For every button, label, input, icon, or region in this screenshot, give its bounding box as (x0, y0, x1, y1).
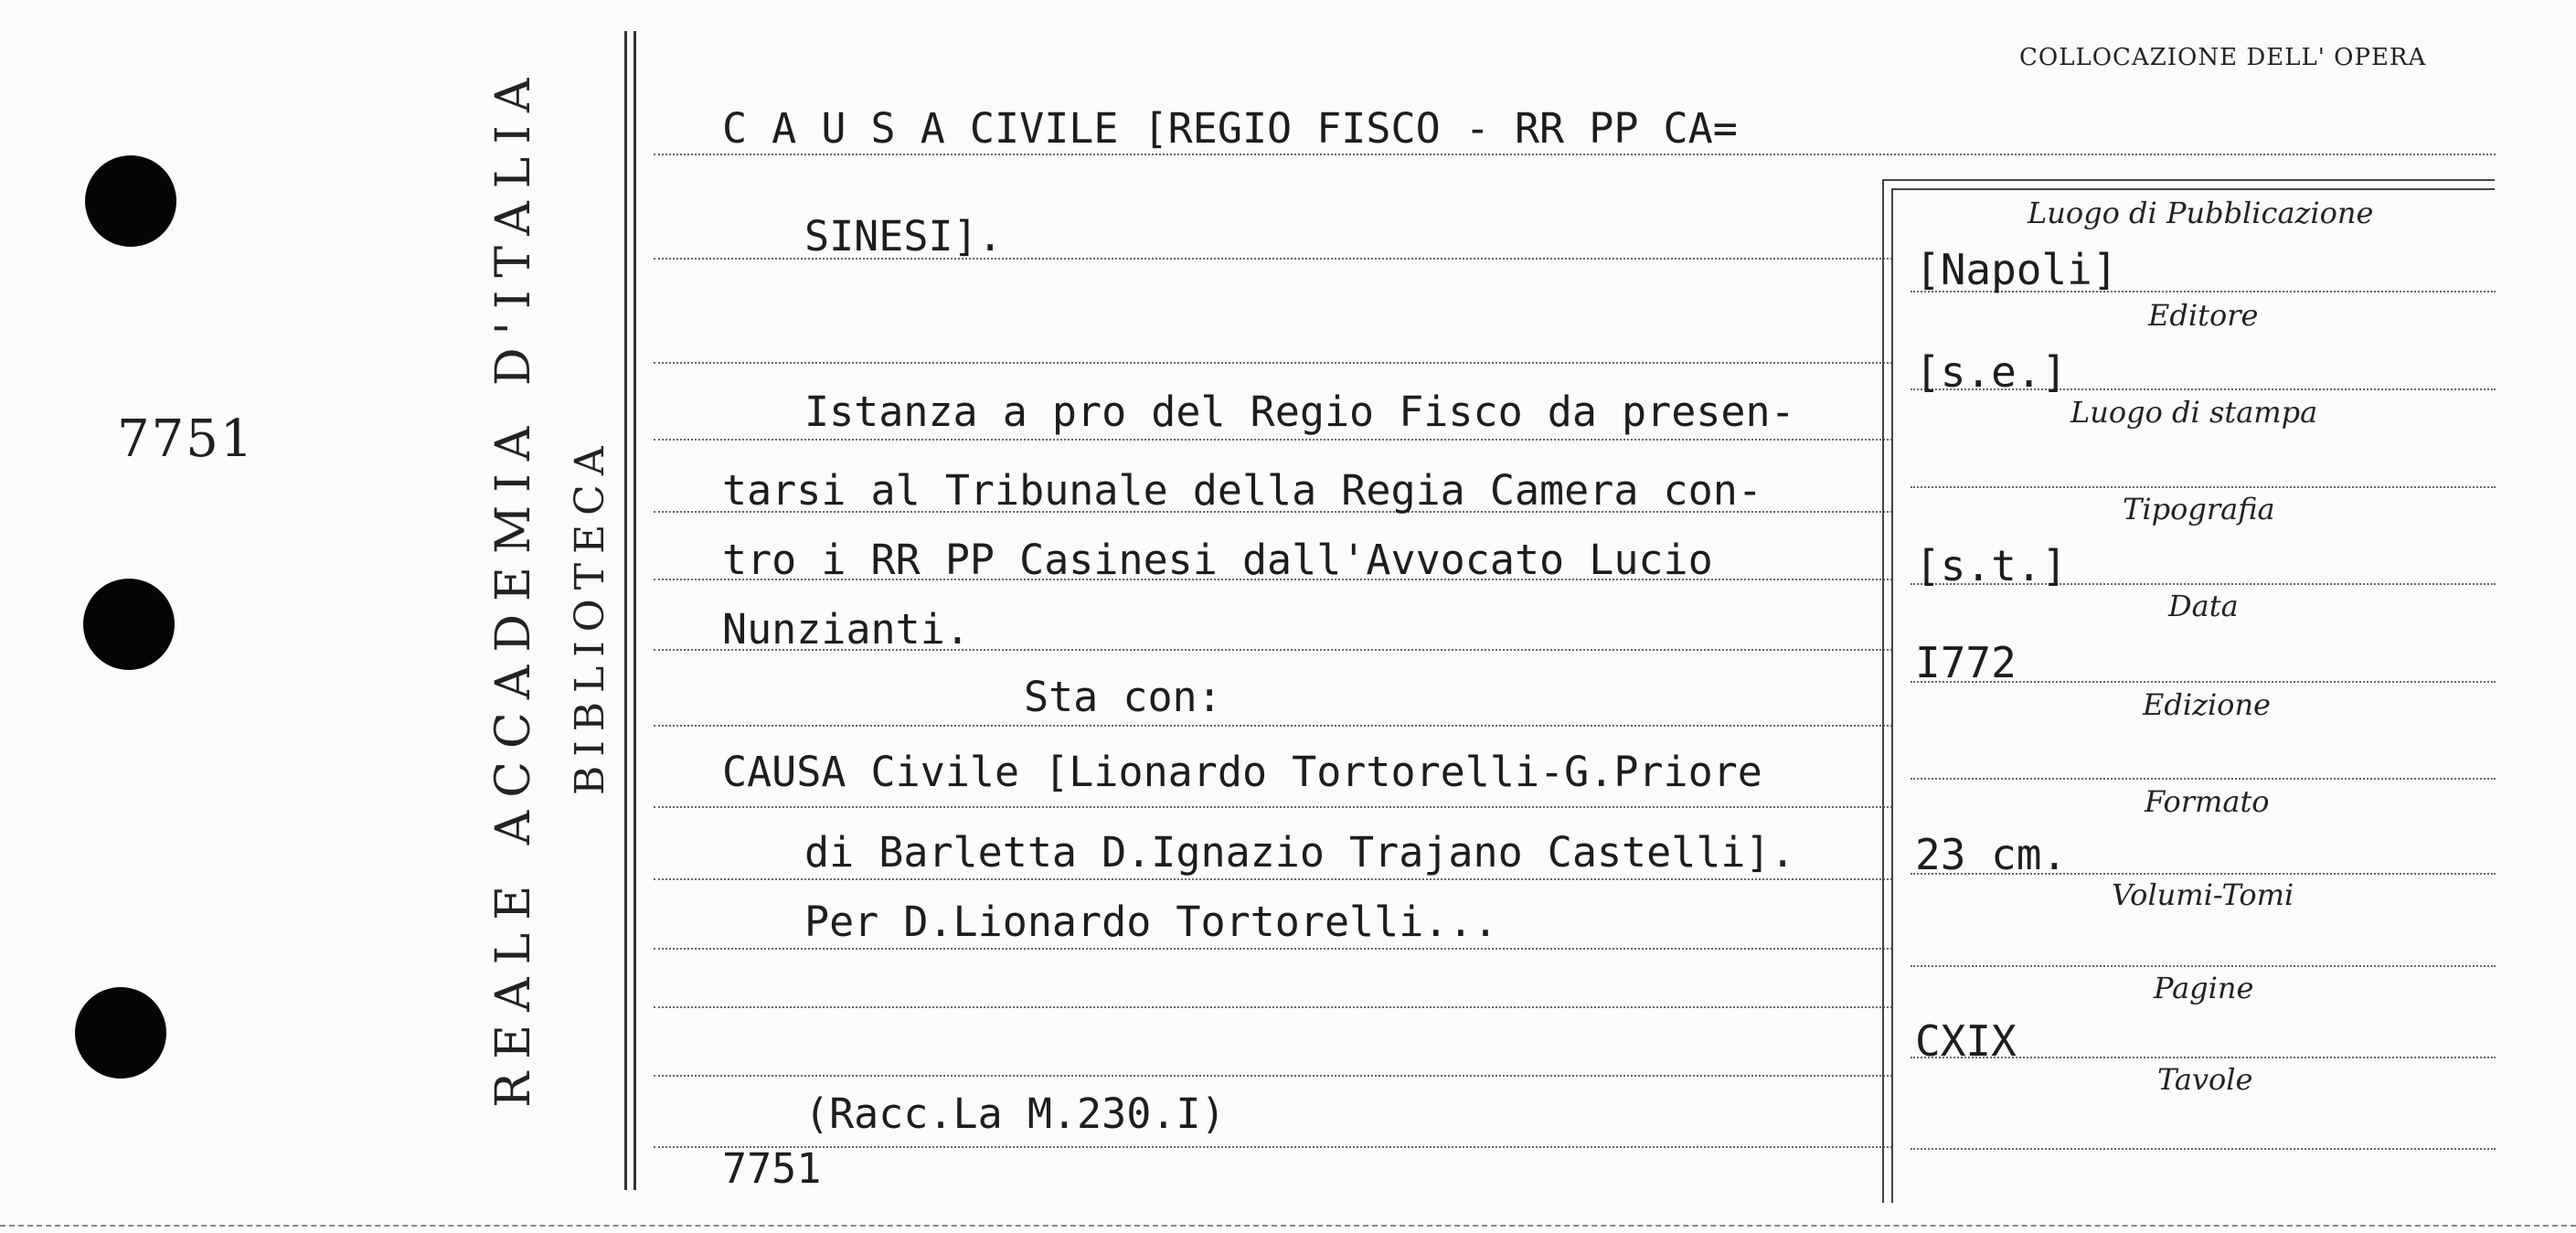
rule-line (654, 878, 1892, 880)
label-formato: Formato (2145, 784, 2270, 819)
entry-line-11: (Racc.La M.230.I) (804, 1090, 1226, 1138)
label-luogo-stampa: Luogo di stampa (2070, 395, 2318, 430)
fields-box-border (1891, 188, 1893, 1203)
header-rule-right (633, 31, 636, 1190)
rule-line (654, 1075, 1892, 1077)
fields-box-border (1882, 179, 1884, 1203)
collocazione-label: COLLOCAZIONE DELL' OPERA (2019, 44, 2427, 71)
field-rule (1911, 965, 2496, 967)
label-tipografia: Tipografia (2123, 492, 2275, 526)
entry-line-6: Nunzianti. (722, 605, 970, 654)
entry-line-7: Sta con: (1024, 673, 1222, 721)
value-data: I772 (1915, 638, 2017, 687)
label-pagine: Pagine (2154, 971, 2254, 1005)
label-data: Data (2168, 589, 2239, 623)
entry-line-8: CAUSA Civile [Lionardo Tortorelli-G.Priore (722, 748, 1762, 796)
entry-line-12: 7751 (722, 1144, 822, 1193)
punch-hole-bottom (75, 987, 166, 1079)
library-header: BIBLIOTECA (567, 437, 613, 795)
institution-header: REALE ACCADEMIA D'ITALIA (486, 65, 541, 1108)
label-luogo-pubblicazione: Luogo di Pubblicazione (2028, 196, 2374, 230)
entry-line-3: Istanza a pro del Regio Fisco da presen- (804, 388, 1795, 436)
rule-line (654, 948, 1892, 950)
entry-line-1: C A U S A CIVILE [REGIO FISCO - RR PP CA= (722, 104, 1738, 153)
entry-line-2: SINESI]. (804, 212, 1003, 260)
label-volumi-tomi: Volumi-Tomi (2112, 877, 2294, 912)
punch-hole-middle (83, 579, 175, 670)
label-editore: Editore (2148, 298, 2259, 333)
label-edizione: Edizione (2143, 687, 2271, 722)
value-luogo-pubblicazione: [Napoli] (1915, 245, 2118, 294)
rule-line (654, 1146, 1892, 1148)
field-rule (1911, 486, 2496, 488)
header-rule-left (624, 31, 627, 1190)
rule-line (654, 154, 2496, 155)
field-rule (1911, 1148, 2496, 1150)
label-tavole: Tavole (2157, 1062, 2253, 1097)
value-pagine: CXIX (1915, 1016, 2017, 1066)
rule-line (654, 439, 1892, 441)
entry-line-4: tarsi al Tribunale della Regia Camera con- (722, 466, 1762, 515)
entry-line-9: di Barletta D.Ignazio Trajano Castelli]. (804, 828, 1795, 877)
entry-line-10: Per D.Lionardo Tortorelli... (804, 898, 1498, 946)
left-margin-number: 7751 (117, 409, 255, 469)
value-formato: 23 cm. (1915, 830, 2068, 879)
punch-hole-top (85, 155, 176, 247)
field-rule (1911, 778, 2496, 780)
rule-line (654, 725, 1892, 727)
card-bottom-edge (0, 1225, 2576, 1227)
value-tipografia: [s.t.] (1915, 541, 2068, 590)
rule-line (654, 1006, 1892, 1008)
rule-line (654, 806, 1892, 808)
rule-line (654, 362, 1892, 364)
value-editore: [s.e.] (1915, 347, 2068, 397)
entry-line-5: tro i RR PP Casinesi dall'Avvocato Lucio (722, 536, 1713, 584)
